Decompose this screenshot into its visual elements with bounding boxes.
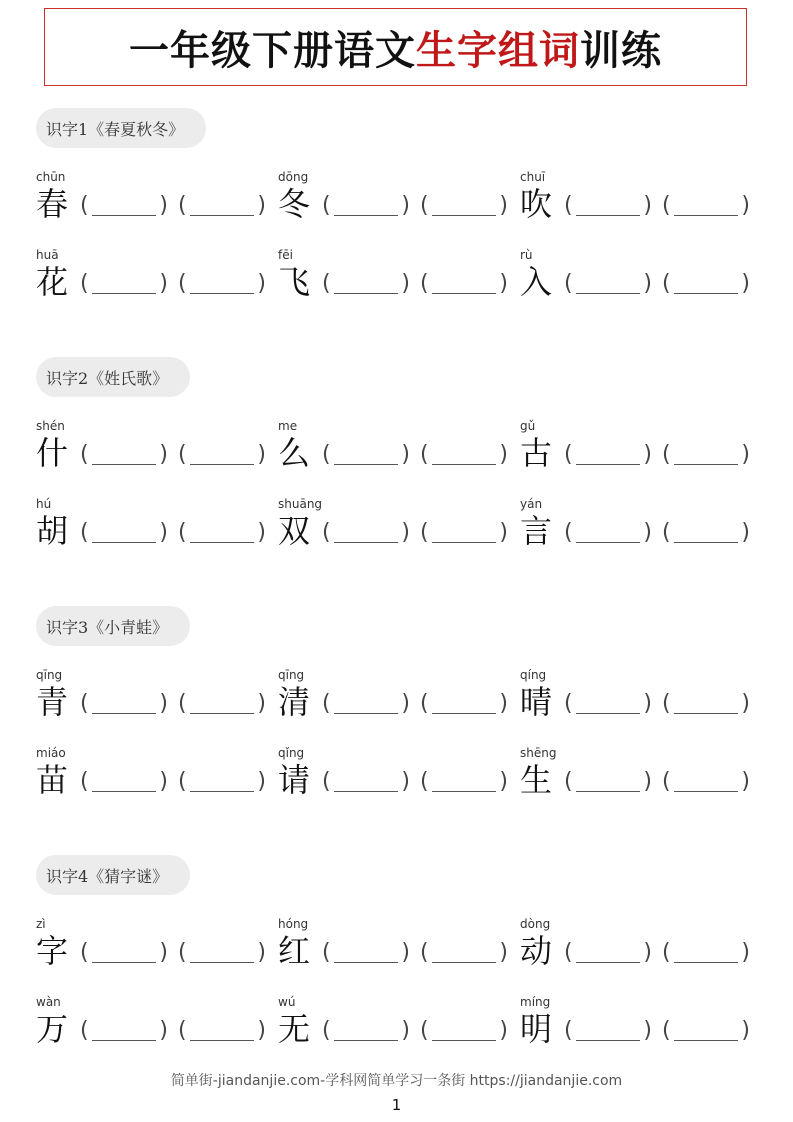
word-blank[interactable] — [564, 521, 652, 549]
answer-line[interactable] — [674, 962, 738, 963]
close-paren: ) — [257, 691, 266, 716]
close-paren: ) — [741, 1018, 750, 1043]
hanzi-character: 无 — [278, 1010, 311, 1048]
word-blank[interactable] — [564, 272, 652, 300]
pinyin: shén — [36, 419, 65, 433]
open-paren: ( — [564, 940, 573, 965]
answer-line[interactable] — [190, 464, 254, 465]
open-paren: ( — [178, 520, 187, 545]
pinyin: míng — [520, 995, 551, 1009]
open-paren: ( — [80, 691, 89, 716]
pinyin: hú — [36, 497, 52, 511]
open-paren: ( — [420, 940, 429, 965]
word-blank[interactable] — [662, 1019, 750, 1047]
answer-line[interactable] — [190, 962, 254, 963]
open-paren: ( — [80, 769, 89, 794]
close-paren: ) — [499, 940, 508, 965]
close-paren: ) — [159, 1018, 168, 1043]
pinyin: huā — [36, 248, 59, 262]
word-blank[interactable] — [322, 443, 410, 471]
close-paren: ) — [643, 520, 652, 545]
open-paren: ( — [80, 520, 89, 545]
word-blank[interactable] — [322, 941, 410, 969]
answer-line[interactable] — [674, 713, 738, 714]
character-item — [36, 497, 276, 557]
close-paren: ) — [741, 940, 750, 965]
character-row — [0, 917, 793, 977]
word-blank[interactable] — [420, 770, 508, 798]
close-paren: ) — [401, 442, 410, 467]
close-paren: ) — [401, 691, 410, 716]
open-paren: ( — [420, 520, 429, 545]
hanzi-character: 字 — [36, 932, 69, 970]
close-paren: ) — [499, 193, 508, 218]
character-row — [0, 746, 793, 806]
footer-source: 简单街-jiandanjie.com-学科网简单学习一条街 https://jiandanjie.com — [170, 1073, 623, 1089]
close-paren: ) — [401, 193, 410, 218]
word-blank[interactable] — [420, 1019, 508, 1047]
word-blank[interactable] — [420, 443, 508, 471]
hanzi-character: 红 — [278, 932, 311, 970]
open-paren: ( — [80, 1018, 89, 1043]
hanzi-character: 春 — [36, 185, 69, 223]
pinyin: miáo — [36, 746, 66, 760]
answer-line[interactable] — [92, 791, 156, 792]
hanzi-character: 入 — [520, 263, 553, 301]
title-part-3: 训练 — [580, 27, 662, 74]
hanzi-character: 请 — [278, 761, 311, 799]
close-paren: ) — [499, 1018, 508, 1043]
answer-line[interactable] — [576, 464, 640, 465]
hanzi-character: 生 — [520, 761, 553, 799]
answer-line[interactable] — [674, 464, 738, 465]
pinyin: qīng — [36, 668, 63, 682]
word-blank[interactable] — [662, 941, 750, 969]
character-item — [520, 668, 760, 728]
close-paren: ) — [159, 769, 168, 794]
close-paren: ) — [741, 520, 750, 545]
close-paren: ) — [499, 691, 508, 716]
open-paren: ( — [662, 691, 671, 716]
hanzi-character: 晴 — [520, 683, 553, 721]
open-paren: ( — [178, 1018, 187, 1043]
hanzi-character: 什 — [36, 434, 69, 472]
word-blank[interactable] — [322, 1019, 410, 1047]
answer-line[interactable] — [92, 215, 156, 216]
open-paren: ( — [80, 940, 89, 965]
open-paren: ( — [420, 193, 429, 218]
character-row — [0, 668, 793, 728]
close-paren: ) — [499, 769, 508, 794]
pinyin: chūn — [36, 170, 66, 184]
word-blank[interactable] — [80, 1019, 168, 1047]
answer-line[interactable] — [432, 713, 496, 714]
answer-line[interactable] — [674, 293, 738, 294]
close-paren: ) — [159, 520, 168, 545]
answer-line[interactable] — [334, 542, 398, 543]
close-paren: ) — [401, 271, 410, 296]
answer-line[interactable] — [334, 713, 398, 714]
word-blank[interactable] — [564, 692, 652, 720]
close-paren: ) — [741, 442, 750, 467]
character-item — [278, 419, 518, 479]
hanzi-character: 万 — [36, 1010, 69, 1048]
close-paren: ) — [499, 520, 508, 545]
word-blank[interactable] — [80, 443, 168, 471]
character-item — [520, 170, 760, 230]
answer-line[interactable] — [432, 962, 496, 963]
close-paren: ) — [159, 193, 168, 218]
word-blank[interactable] — [322, 272, 410, 300]
lesson-label: 识字2《姓氏歌》 — [36, 357, 190, 397]
open-paren: ( — [662, 940, 671, 965]
word-blank[interactable] — [322, 692, 410, 720]
open-paren: ( — [662, 271, 671, 296]
close-paren: ) — [643, 193, 652, 218]
close-paren: ) — [401, 520, 410, 545]
character-item — [520, 995, 760, 1055]
open-paren: ( — [322, 691, 331, 716]
open-paren: ( — [322, 520, 331, 545]
hanzi-character: 动 — [520, 932, 553, 970]
pinyin: dòng — [520, 917, 551, 931]
answer-line[interactable] — [674, 215, 738, 216]
pinyin: gǔ — [520, 419, 536, 433]
pinyin: me — [278, 419, 298, 433]
answer-line[interactable] — [92, 293, 156, 294]
word-blank[interactable] — [662, 521, 750, 549]
open-paren: ( — [564, 271, 573, 296]
close-paren: ) — [257, 520, 266, 545]
character-item — [278, 668, 518, 728]
open-paren: ( — [564, 520, 573, 545]
pinyin: chuī — [520, 170, 546, 184]
word-blank[interactable] — [322, 194, 410, 222]
answer-line[interactable] — [92, 713, 156, 714]
word-blank[interactable] — [178, 941, 266, 969]
word-blank[interactable] — [662, 443, 750, 471]
answer-line[interactable] — [190, 1040, 254, 1041]
close-paren: ) — [159, 691, 168, 716]
character-row — [0, 995, 793, 1055]
character-item — [520, 917, 760, 977]
open-paren: ( — [178, 193, 187, 218]
answer-line[interactable] — [432, 464, 496, 465]
close-paren: ) — [741, 769, 750, 794]
word-blank[interactable] — [662, 194, 750, 222]
open-paren: ( — [564, 193, 573, 218]
pinyin: wàn — [36, 995, 61, 1009]
open-paren: ( — [420, 691, 429, 716]
close-paren: ) — [643, 940, 652, 965]
close-paren: ) — [499, 442, 508, 467]
open-paren: ( — [420, 769, 429, 794]
pinyin: fēi — [278, 248, 293, 262]
character-item — [278, 917, 518, 977]
pinyin: zì — [36, 917, 46, 931]
hanzi-character: 么 — [278, 434, 311, 472]
open-paren: ( — [662, 442, 671, 467]
open-paren: ( — [564, 442, 573, 467]
close-paren: ) — [257, 940, 266, 965]
answer-line[interactable] — [334, 293, 398, 294]
character-item — [36, 668, 276, 728]
hanzi-character: 青 — [36, 683, 69, 721]
character-item — [36, 170, 276, 230]
character-item — [36, 917, 276, 977]
close-paren: ) — [401, 1018, 410, 1043]
word-blank[interactable] — [420, 272, 508, 300]
close-paren: ) — [499, 271, 508, 296]
word-blank[interactable] — [80, 521, 168, 549]
close-paren: ) — [401, 769, 410, 794]
answer-line[interactable] — [576, 962, 640, 963]
character-item — [520, 419, 760, 479]
pinyin: shuāng — [278, 497, 323, 511]
pinyin: dōng — [278, 170, 309, 184]
word-blank[interactable] — [420, 692, 508, 720]
close-paren: ) — [741, 691, 750, 716]
close-paren: ) — [741, 271, 750, 296]
close-paren: ) — [643, 271, 652, 296]
open-paren: ( — [662, 520, 671, 545]
open-paren: ( — [322, 1018, 331, 1043]
word-blank[interactable] — [80, 770, 168, 798]
open-paren: ( — [80, 442, 89, 467]
hanzi-character: 飞 — [278, 263, 311, 301]
character-item — [278, 170, 518, 230]
open-paren: ( — [564, 1018, 573, 1043]
pinyin: wú — [278, 995, 296, 1009]
answer-line[interactable] — [674, 791, 738, 792]
word-blank[interactable] — [178, 1019, 266, 1047]
close-paren: ) — [257, 271, 266, 296]
character-item — [36, 419, 276, 479]
close-paren: ) — [257, 442, 266, 467]
word-blank[interactable] — [662, 272, 750, 300]
close-paren: ) — [159, 271, 168, 296]
answer-line[interactable] — [190, 791, 254, 792]
answer-line[interactable] — [432, 293, 496, 294]
word-blank[interactable] — [564, 443, 652, 471]
answer-line[interactable] — [190, 542, 254, 543]
hanzi-character: 胡 — [36, 512, 69, 550]
open-paren: ( — [322, 271, 331, 296]
answer-line[interactable] — [432, 215, 496, 216]
word-blank[interactable] — [322, 770, 410, 798]
open-paren: ( — [178, 940, 187, 965]
answer-line[interactable] — [92, 464, 156, 465]
character-item — [278, 995, 518, 1055]
answer-line[interactable] — [432, 1040, 496, 1041]
word-blank[interactable] — [564, 194, 652, 222]
title-part-1: 一年级下册语文 — [129, 27, 416, 74]
word-blank[interactable] — [178, 770, 266, 798]
answer-line[interactable] — [576, 293, 640, 294]
close-paren: ) — [401, 940, 410, 965]
answer-line[interactable] — [334, 791, 398, 792]
open-paren: ( — [178, 271, 187, 296]
open-paren: ( — [322, 193, 331, 218]
answer-line[interactable] — [334, 215, 398, 216]
word-blank[interactable] — [178, 443, 266, 471]
hanzi-character: 清 — [278, 683, 311, 721]
answer-line[interactable] — [334, 464, 398, 465]
word-blank[interactable] — [564, 770, 652, 798]
word-blank[interactable] — [80, 692, 168, 720]
character-item — [520, 746, 760, 806]
close-paren: ) — [159, 442, 168, 467]
hanzi-character: 花 — [36, 263, 69, 301]
word-blank[interactable] — [420, 941, 508, 969]
open-paren: ( — [420, 1018, 429, 1043]
close-paren: ) — [257, 1018, 266, 1043]
lesson-label: 识字3《小青蛙》 — [36, 606, 190, 646]
word-blank[interactable] — [420, 194, 508, 222]
open-paren: ( — [420, 442, 429, 467]
answer-line[interactable] — [92, 962, 156, 963]
pinyin: qīng — [278, 668, 305, 682]
character-item — [36, 746, 276, 806]
open-paren: ( — [322, 442, 331, 467]
pinyin: yán — [520, 497, 543, 511]
hanzi-character: 双 — [278, 512, 311, 550]
open-paren: ( — [80, 271, 89, 296]
character-item — [278, 497, 518, 557]
pinyin: hóng — [278, 917, 309, 931]
character-row — [0, 497, 793, 557]
open-paren: ( — [420, 271, 429, 296]
open-paren: ( — [178, 769, 187, 794]
answer-line[interactable] — [190, 713, 254, 714]
answer-line[interactable] — [432, 791, 496, 792]
open-paren: ( — [564, 691, 573, 716]
character-item — [36, 995, 276, 1055]
close-paren: ) — [257, 769, 266, 794]
hanzi-character: 言 — [520, 512, 553, 550]
answer-line[interactable] — [334, 962, 398, 963]
character-item — [278, 248, 518, 308]
close-paren: ) — [643, 1018, 652, 1043]
answer-line[interactable] — [674, 542, 738, 543]
hanzi-character: 苗 — [36, 761, 69, 799]
open-paren: ( — [80, 193, 89, 218]
close-paren: ) — [643, 769, 652, 794]
close-paren: ) — [257, 193, 266, 218]
answer-line[interactable] — [576, 713, 640, 714]
word-blank[interactable] — [322, 521, 410, 549]
answer-line[interactable] — [674, 1040, 738, 1041]
word-blank[interactable] — [178, 692, 266, 720]
answer-line[interactable] — [92, 542, 156, 543]
answer-line[interactable] — [190, 215, 254, 216]
character-row — [0, 248, 793, 308]
character-item — [36, 248, 276, 308]
hanzi-character: 明 — [520, 1010, 553, 1048]
word-blank[interactable] — [80, 941, 168, 969]
answer-line[interactable] — [576, 542, 640, 543]
close-paren: ) — [159, 940, 168, 965]
open-paren: ( — [662, 193, 671, 218]
open-paren: ( — [322, 940, 331, 965]
close-paren: ) — [643, 442, 652, 467]
character-row — [0, 419, 793, 479]
word-blank[interactable] — [662, 770, 750, 798]
answer-line[interactable] — [576, 215, 640, 216]
pinyin: qǐng — [278, 746, 305, 760]
word-blank[interactable] — [80, 194, 168, 222]
close-paren: ) — [741, 193, 750, 218]
answer-line[interactable] — [334, 1040, 398, 1041]
word-blank[interactable] — [178, 521, 266, 549]
hanzi-character: 吹 — [520, 185, 553, 223]
word-blank[interactable] — [80, 272, 168, 300]
character-item — [278, 746, 518, 806]
open-paren: ( — [564, 769, 573, 794]
answer-line[interactable] — [576, 1040, 640, 1041]
word-blank[interactable] — [564, 941, 652, 969]
answer-line[interactable] — [92, 1040, 156, 1041]
character-item — [520, 497, 760, 557]
word-blank[interactable] — [564, 1019, 652, 1047]
page-number: 1 — [391, 1096, 402, 1114]
answer-line[interactable] — [576, 791, 640, 792]
page-title — [44, 8, 747, 86]
pinyin: qíng — [520, 668, 547, 682]
open-paren: ( — [662, 1018, 671, 1043]
title-highlight: 生字组词 — [416, 27, 580, 74]
open-paren: ( — [178, 442, 187, 467]
word-blank[interactable] — [420, 521, 508, 549]
pinyin: shēng — [520, 746, 557, 760]
lesson-label: 识字1《春夏秋冬》 — [36, 108, 206, 148]
character-item — [520, 248, 760, 308]
answer-line[interactable] — [432, 542, 496, 543]
open-paren: ( — [322, 769, 331, 794]
hanzi-character: 冬 — [278, 185, 311, 223]
lesson-label: 识字4《猜字谜》 — [36, 855, 190, 895]
word-blank[interactable] — [178, 272, 266, 300]
open-paren: ( — [662, 769, 671, 794]
word-blank[interactable] — [662, 692, 750, 720]
hanzi-character: 古 — [520, 434, 553, 472]
word-blank[interactable] — [178, 194, 266, 222]
pinyin: rù — [520, 248, 533, 262]
close-paren: ) — [643, 691, 652, 716]
open-paren: ( — [178, 691, 187, 716]
answer-line[interactable] — [190, 293, 254, 294]
character-row — [0, 170, 793, 230]
